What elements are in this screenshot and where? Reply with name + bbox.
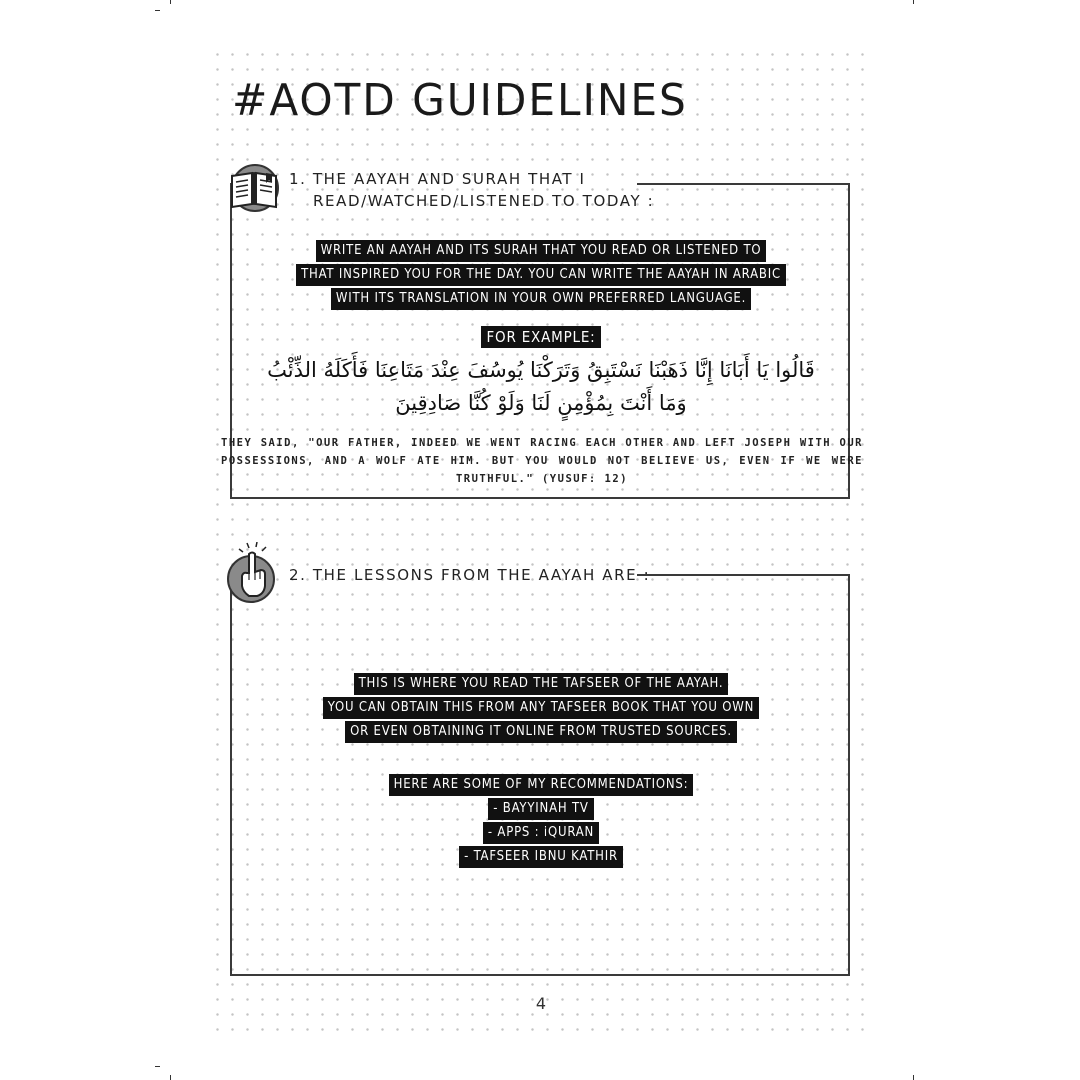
section-1-heading-line2: READ/WATCHED/LISTENED TO TODAY :	[313, 192, 655, 210]
section-1-instructions	[207, 239, 875, 311]
section-1-heading-line1: 1. THE AAYAH AND SURAH THAT I	[289, 170, 586, 188]
pointing-hand-icon	[227, 542, 279, 604]
instruction-line: WRITE AN AAYAH AND ITS SURAH THAT YOU READ OR LISTENED TO	[316, 240, 767, 262]
arabic-verse	[227, 354, 855, 420]
recommendation-item: - BAYYINAH TV	[488, 798, 593, 820]
section-2-heading: 2. THE LESSONS FROM THE AAYAH ARE :	[289, 566, 651, 584]
section-1-top-rule	[637, 183, 849, 185]
example-label-block	[207, 326, 875, 348]
crop-mark	[170, 0, 171, 4]
section-2-instructions	[207, 672, 875, 744]
crop-mark	[155, 1066, 160, 1067]
recommendations-block	[207, 773, 875, 869]
recommendation-item: - APPS : iQURAN	[483, 822, 599, 844]
crop-mark	[913, 1075, 914, 1080]
crop-mark	[913, 0, 914, 4]
crop-mark	[155, 10, 160, 11]
journal-page	[207, 42, 875, 1032]
page-number: 4	[535, 994, 547, 1013]
arabic-verse-line2: وَمَا أَنْتَ بِمُؤْمِنٍ لَنَا وَلَوْ كُنَّا صَادِقِينَ	[395, 391, 687, 415]
book-icon	[228, 168, 280, 210]
crop-mark	[170, 1075, 171, 1080]
page-title: #AOTD GUIDELINES	[232, 75, 688, 126]
instruction-line: YOU CAN OBTAIN THIS FROM ANY TAFSEER BOOK THAT YOU OWN	[323, 697, 759, 719]
instruction-line: OR EVEN OBTAINING IT ONLINE FROM TRUSTED SOURCES.	[345, 721, 737, 743]
example-label: FOR EXAMPLE:	[481, 326, 600, 348]
verse-translation: THEY SAID, "OUR FATHER, INDEED WE WENT RACING EACH OTHER AND LEFT JOSEPH WITH OUR POSSESSIONS, AND A WOLF ATE HIM. BUT YOU WOULD NOT BELIEVE US, EVEN IF WE WERE TRUTHFUL." (YUSUF: 12)	[221, 437, 863, 485]
recommendation-item: - TAFSEER IBNU KATHIR	[459, 846, 623, 868]
instruction-line: THIS IS WHERE YOU READ THE TAFSEER OF THE AAYAH.	[354, 673, 729, 695]
recommendations-label: HERE ARE SOME OF MY RECOMMENDATIONS:	[389, 774, 694, 796]
instruction-line: WITH ITS TRANSLATION IN YOUR OWN PREFERRED LANGUAGE.	[331, 288, 751, 310]
instruction-line: THAT INSPIRED YOU FOR THE DAY. YOU CAN WRITE THE AAYAH IN ARABIC	[296, 264, 786, 286]
section-2-top-rule	[637, 574, 849, 576]
arabic-verse-line1: قَالُوا يَا أَبَانَا إِنَّا ذَهَبْنَا نَسْتَبِقُ وَتَرَكْنَا يُوسُفَ عِنْدَ مَتَاعِنَا فَأَكَلَهُ الذِّئْبُ	[267, 358, 815, 382]
